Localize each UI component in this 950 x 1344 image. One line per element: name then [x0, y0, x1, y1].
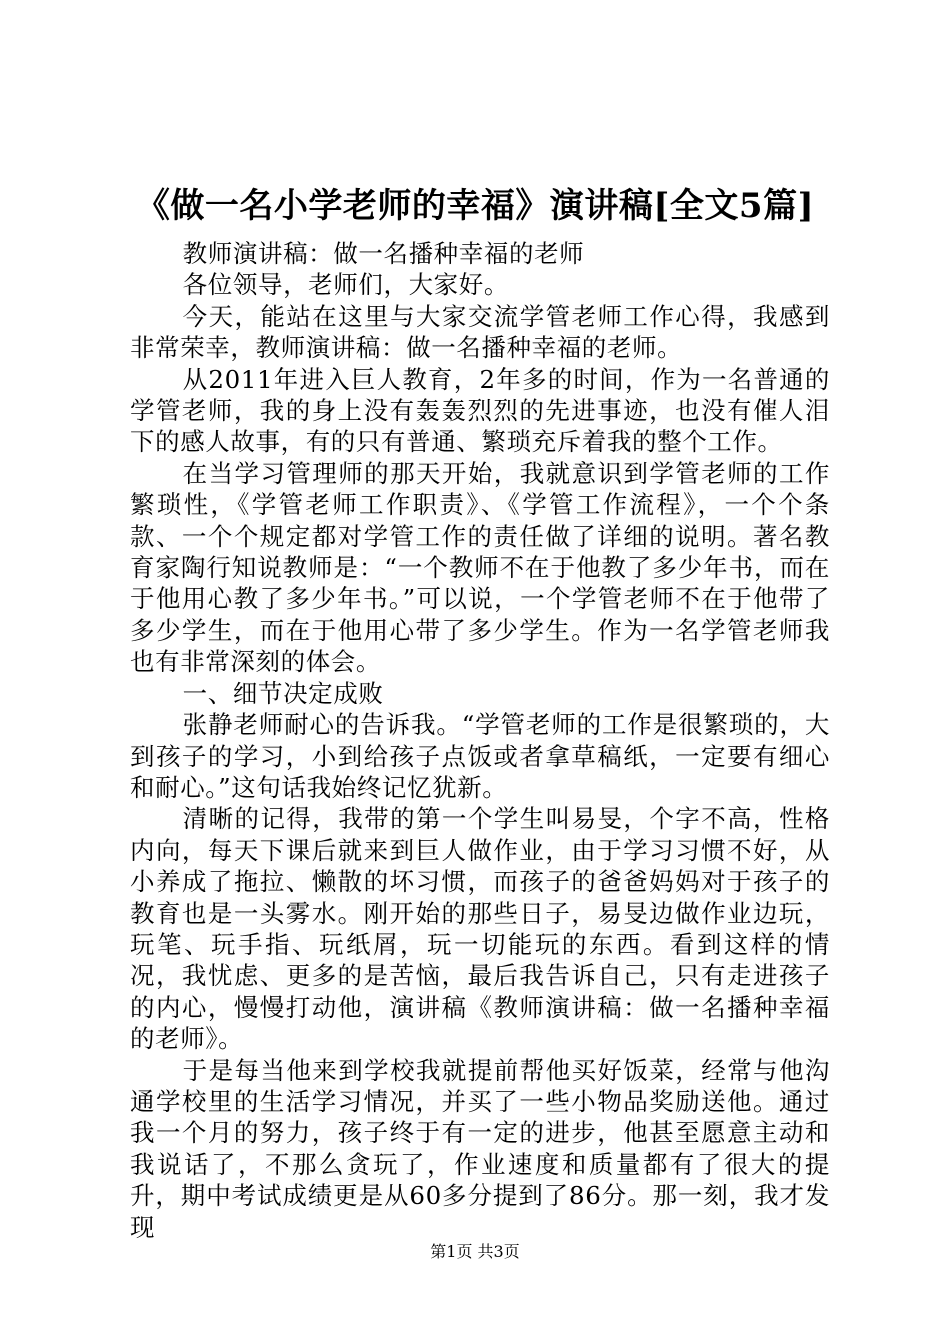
- section-heading: 一、细节决定成败: [182, 678, 384, 708]
- document-body: [130, 238, 830, 1243]
- paragraph: 张静老师耐心的告诉我。“学管老师的工作是很繁琐的，大到孩子的学习，小到给孩子点饭或者拿草稿纸，一定要有细心和耐心。”这句话我始终记忆犹新。: [130, 710, 830, 802]
- document-title: 《做一名小学老师的幸福》演讲稿[全文5篇]: [135, 186, 815, 226]
- paragraph: 在当学习管理师的那天开始，我就意识到学管老师的工作繁琐性，《学管老师工作职责》、《学管工作流程》，一个个条款、一个个规定都对学管工作的责任做了详细的说明。著名教育家陶行知说教师是：“一个教师不在于他教了多少年书，而在于他用心教了多少年书。”可以说，一个学管老师不在于他带了多少学生，而在于他用心带了多少学生。作为一名学管老师我也有非常深刻的体会。: [130, 458, 830, 677]
- paragraph: 清晰的记得，我带的第一个学生叫易旻，个字不高，性格内向，每天下课后就来到巨人做作业，由于学习习惯不好，从小养成了拖拉、懒散的坏习惯，而孩子的爸爸妈妈对于孩子的教育也是一头雾水。刚开始的那些日子，易旻边做作业边玩，玩笔、玩手指、玩纸屑，玩一切能玩的东西。看到这样的情况，我忧虑、更多的是苦恼，最后我告诉自己，只有走进孩子的内心，慢慢打动他，演讲稿《教师演讲稿：做一名播种幸福的老师》。: [130, 804, 830, 1054]
- paragraph: 于是每当他来到学校我就提前帮他买好饭菜，经常与他沟通学校里的生活学习情况，并买了一些小物品奖励送他。通过我一个月的努力，孩子终于有一定的进步，他甚至愿意主动和我说话了，不那么贪玩了，作业速度和质量都有了很大的提升，期中考试成绩更是从60多分提到了86分。那一刻，我才发现: [130, 1055, 830, 1242]
- paragraph-subtitle: 教师演讲稿：做一名播种幸福的老师: [182, 239, 585, 268]
- paragraph: 从2011年进入巨人教育，2年多的时间，作为一名普通的学管老师，我的身上没有轰轰烈烈的先进事迹，也没有催人泪下的感人故事，有的只有普通、繁琐充斥着我的整个工作。: [130, 364, 830, 457]
- paragraph-greeting: 各位领导，老师们，大家好。: [182, 270, 509, 300]
- paragraph: 今天，能站在这里与大家交流学管老师工作心得，我感到非常荣幸，教师演讲稿：做一名播种幸福的老师。: [130, 301, 830, 363]
- page-footer: 第1页 共3页: [430, 1242, 520, 1261]
